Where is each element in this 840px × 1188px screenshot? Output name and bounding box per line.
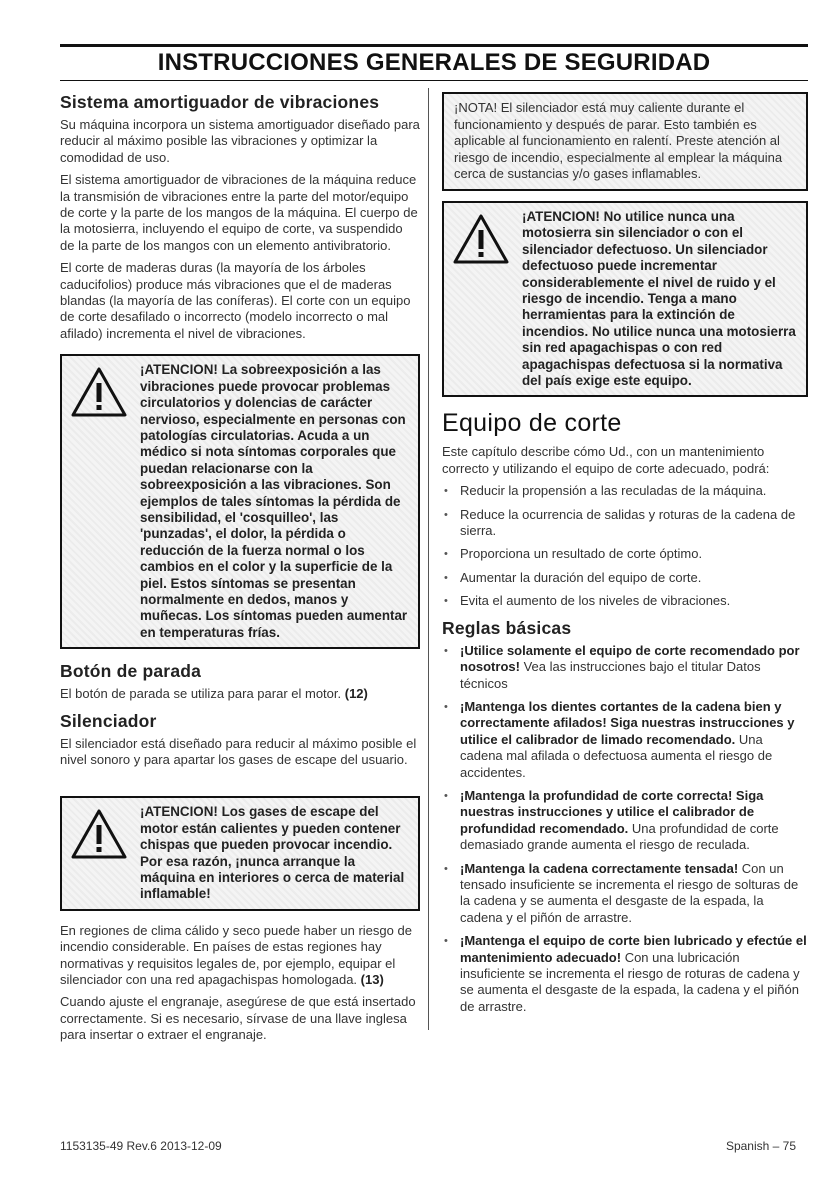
column-divider (428, 88, 429, 1030)
muffler-paragraph-1: El silenciador está diseñado para reducir al máximo posible el nivel sonoro y para apartar los gases de escape del usuario. (60, 735, 417, 767)
rule-bold: ¡Mantenga la cadena correctamente tensada! (460, 860, 739, 876)
warning-triangle-icon (70, 808, 128, 860)
stop-paragraph (60, 686, 420, 702)
section-title-vibration: Sistema amortiguador de vibraciones (60, 92, 380, 112)
rule-bold: ¡Utilice solamente el equipo de corte recomendado por nosotros! (460, 642, 800, 675)
warning-box-muffler (60, 796, 420, 910)
section-title-stop: Botón de parada (60, 661, 202, 682)
footer-doc-ref: 1153135-49 Rev.6 2013-12-09 (60, 1139, 222, 1153)
page-title: INSTRUCCIONES GENERALES DE SEGURIDAD (157, 49, 711, 76)
list-item: • Reducir la propensión a las reculadas de la máquina. (442, 483, 808, 499)
section-title-muffler: Silenciador (60, 710, 157, 731)
warning-box-no-muffler (442, 201, 808, 397)
vibration-paragraph-2: El sistema amortiguador de vibraciones de la máquina reduce la transmisión de vibraciones entre la parte del motor/equipo de corte y la parte de los mangos de la máquina. El cuerpo de la motosierra, incluyendo el equipo de corte, va suspendido de la parte de los mangos con un elemento antivibratorio. (60, 172, 418, 253)
list-item (442, 933, 808, 1015)
vibration-paragraph-1: Su máquina incorpora un sistema amortiguador diseñado para reducir al máximo posible las vibraciones y optimizar la comodidad de uso. (60, 117, 420, 165)
section-basic-rules (442, 618, 808, 1016)
stop-ref: (12) (344, 686, 368, 702)
list-item (442, 861, 808, 927)
muffler-p2-text: En regiones de clima cálido y seco puede haber un riesgo de incendio considerable. En países de estas regiones hay normativas y requisitos legales de, por ejemplo, equipar el silenciador con una red apagachispas homologada. (60, 922, 412, 988)
list-item (442, 699, 808, 781)
note-text: ¡NOTA! El silenciador está muy caliente durante el funcionamiento y después de parar. Esto también es aplicable al funcionamiento en ralentí. Preste atención al riesgo de incendio, especialmente al emplear la máquina cerca de sustancias y/o gases inflamables. (454, 100, 783, 182)
basic-rules-list (442, 643, 808, 1016)
note-box-muffler-hot (442, 92, 808, 191)
left-column (60, 92, 420, 1050)
section-title-cutting-equipment: Equipo de corte (442, 409, 622, 438)
section-muffler (60, 711, 420, 1044)
section-vibration (60, 92, 420, 649)
stop-text: El botón de parada se utiliza para parar el motor. (60, 686, 342, 702)
warning-text-muffler: ¡ATENCION! Los gases de escape del motor están calientes y pueden contener chispas que pueden provocar incendio. Por esa razón, ¡nunca arranque la máquina en interiores o cerca de material inflamable! (140, 804, 405, 902)
rule-bold: ¡Mantenga la profundidad de corte correcta! Siga nuestras instrucciones y utilice el calibrador de profundidad recomendado. (460, 787, 764, 836)
rule-text: Con una lubricación insuficiente se incrementa el riesgo de roturas de cadena y se aumenta el desgaste de la espada, la cadena y el piñón de arrastre. (460, 949, 800, 1014)
muffler-paragraph-2 (60, 923, 420, 989)
warning-box-vibration (60, 354, 420, 649)
list-item (442, 788, 808, 854)
list-item: • Reduce la ocurrencia de salidas y roturas de la cadena de sierra. (442, 507, 808, 540)
muffler-paragraph-3: Cuando ajuste el engranaje, asegúrese de que está insertado correctamente. Si es necesario, sírvase de una llave inglesa para insertar o extraer el engranaje. (60, 994, 416, 1043)
warning-text-vibration: ¡ATENCION! La sobreexposición a las vibraciones puede provocar problemas circulatorios y dolencias de carácter nervioso, especialmente en personas con patologías circulatorias. Acuda a un médico si nota síntomas corporales que puedan relacionarse con la sobreexposición a las vibraciones. Son ejemplos de tales síntomas la pérdida de sensibilidad, el 'cosquilleo', las 'punzadas', el dolor, la pérdida o reducción de la fuerza normal o los cambios en el color y la superficie de la piel. Estos síntomas se presentan normalmente en dedos, manos y muñecas. Los síntomas pueden aumentar en temperaturas frías. (140, 362, 408, 640)
section-title-basic-rules: Reglas básicas (442, 617, 572, 638)
list-item: • Evita el aumento de los niveles de vibraciones. (442, 593, 808, 609)
right-column (442, 92, 808, 1023)
rule-text: Vea las instrucciones bajo el titular Datos técnicos (460, 659, 761, 691)
list-item: • Proporciona un resultado de corte óptimo. (442, 546, 808, 562)
cutting-equipment-list (442, 483, 808, 609)
warning-triangle-icon (70, 366, 128, 418)
rule-text: Una profundidad de corte demasiado grande aumenta el riesgo de reculada. (460, 820, 779, 853)
header-rule-bottom (60, 80, 808, 81)
footer-page-number: Spanish – 75 (725, 1139, 796, 1153)
rule-text: Una cadena mal afilada o defectuosa aumenta el riesgo de accidentes. (460, 731, 773, 780)
rule-bold: ¡Mantenga los dientes cortantes de la cadena bien y correctamente afilados! Siga nuestras instrucciones y utilice el calibrador de limado recomendado. (460, 698, 795, 747)
warning-triangle-icon (452, 213, 510, 265)
section-stop-button (60, 661, 420, 702)
section-cutting-equipment (442, 409, 808, 609)
vibration-paragraph-3: El corte de maderas duras (la mayoría de los árboles caducifolios) produce más vibraciones que el de maderas blandas (la mayoría de las coníferas). El corte con un equipo de corte desafilado o incorrecto (modelo incorrecto o mal afilado) incrementa el nivel de vibraciones. (60, 260, 411, 341)
list-item (442, 643, 808, 692)
muffler-p2-ref: (13) (360, 972, 384, 988)
cutting-equipment-intro: Este capítulo describe cómo Ud., con un mantenimiento correcto y utilizando el equipo de corte adecuado, podrá: (442, 444, 770, 476)
rule-text: Con un tensado insuficiente se incrementa el riesgo de solturas de la cadena y se aumenta el desgaste de la espada, la cadena y el piñón de arrastre. (460, 860, 799, 925)
header-rule-top (60, 44, 808, 47)
list-item: • Aumentar la duración del equipo de corte. (442, 570, 808, 586)
rule-bold: ¡Mantenga el equipo de corte bien lubricado y efectúe el mantenimiento adecuado! (460, 933, 807, 965)
warning-text-no-muffler: ¡ATENCION! No utilice nunca una motosierra sin silenciador o con el silenciador defectuoso. Un silenciador defectuoso puede incrementar considerablemente el nivel de ruido y el riesgo de incendio. Tenga a mano herramientas para la extinción de incendios. No utilice nunca una motosierra sin red apagachispas o con red apagachispas defectuosa si la normativa del país exige este equipo. (522, 208, 796, 389)
